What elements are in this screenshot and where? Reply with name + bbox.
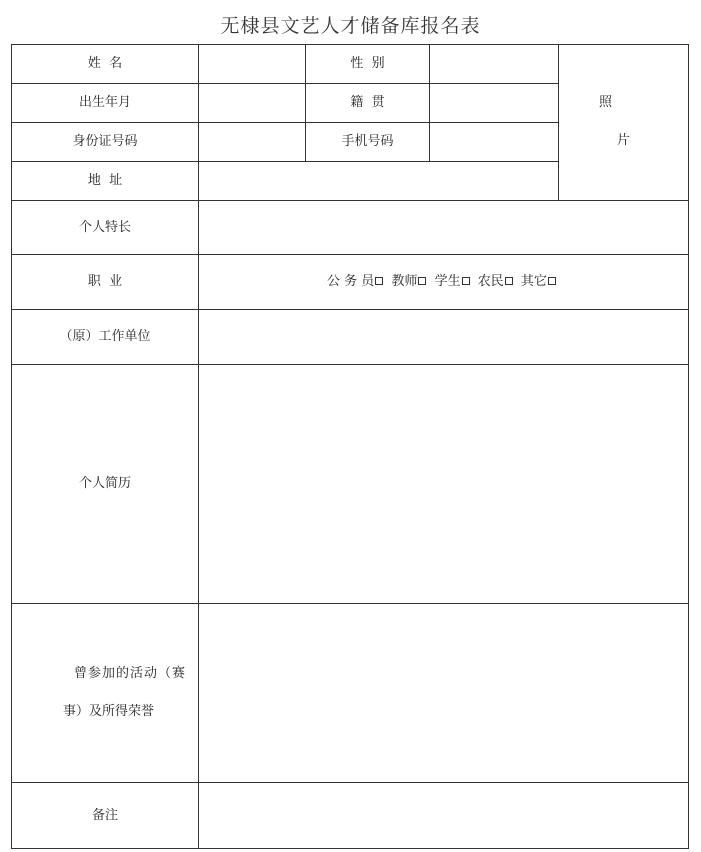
activities-label-line-1: 曾参加的活动（赛 bbox=[73, 666, 186, 681]
checkbox-icon[interactable] bbox=[418, 277, 426, 285]
birth-label: 出生年月 bbox=[12, 84, 199, 123]
option-label: 农民 bbox=[477, 274, 504, 289]
phone-label: 手机号码 bbox=[306, 123, 430, 162]
native-place-field[interactable] bbox=[430, 84, 559, 123]
resume-field[interactable] bbox=[199, 365, 689, 604]
specialty-field[interactable] bbox=[199, 201, 689, 255]
occupation-option-teacher[interactable] bbox=[391, 272, 430, 292]
photo-label-char-2: 片 bbox=[617, 133, 631, 148]
activities-label bbox=[12, 604, 199, 783]
checkbox-icon[interactable] bbox=[375, 277, 383, 285]
occupation-option-civil-servant[interactable] bbox=[327, 272, 387, 292]
option-label: 公 务 员 bbox=[327, 274, 375, 289]
id-number-label: 身份证号码 bbox=[12, 123, 199, 162]
option-label: 学生 bbox=[434, 274, 461, 289]
occupation-option-other[interactable] bbox=[521, 272, 560, 292]
gender-label: 性 别 bbox=[306, 45, 430, 84]
name-label: 姓 名 bbox=[12, 45, 199, 84]
row-specialty bbox=[12, 201, 689, 255]
row-remarks bbox=[12, 783, 689, 849]
row-occupation bbox=[12, 255, 689, 310]
resume-label: 个人简历 bbox=[12, 365, 199, 604]
id-number-field[interactable] bbox=[199, 123, 306, 162]
occupation-option-student[interactable] bbox=[435, 272, 474, 292]
native-place-label: 籍 贯 bbox=[306, 84, 430, 123]
row-resume bbox=[12, 365, 689, 604]
checkbox-icon[interactable] bbox=[505, 277, 513, 285]
row-activities bbox=[12, 604, 689, 783]
checkbox-icon[interactable] bbox=[548, 277, 556, 285]
work-unit-field[interactable] bbox=[199, 310, 689, 365]
occupation-options bbox=[199, 255, 689, 310]
birth-field[interactable] bbox=[199, 84, 306, 123]
work-unit-label: （原）工作单位 bbox=[12, 310, 199, 365]
activities-field[interactable] bbox=[199, 604, 689, 783]
activities-label-line-2: 事）及所得荣誉 bbox=[62, 704, 154, 719]
photo-box[interactable] bbox=[559, 45, 689, 201]
address-field[interactable] bbox=[199, 162, 559, 201]
row-name-gender bbox=[12, 45, 689, 84]
remarks-field[interactable] bbox=[199, 783, 689, 849]
address-label: 地 址 bbox=[12, 162, 199, 201]
registration-form bbox=[11, 44, 689, 849]
photo-label-char-1: 照 bbox=[599, 95, 613, 110]
gender-field[interactable] bbox=[430, 45, 559, 84]
specialty-label: 个人特长 bbox=[12, 201, 199, 255]
name-field[interactable] bbox=[199, 45, 306, 84]
row-work-unit bbox=[12, 310, 689, 365]
occupation-label: 职 业 bbox=[12, 255, 199, 310]
checkbox-icon[interactable] bbox=[462, 277, 470, 285]
phone-field[interactable] bbox=[430, 123, 559, 162]
option-label: 教师 bbox=[391, 274, 418, 289]
option-label: 其它 bbox=[520, 274, 547, 289]
form-title: 无棣县文艺人才储备库报名表 bbox=[220, 15, 481, 37]
occupation-option-farmer[interactable] bbox=[478, 272, 517, 292]
remarks-label: 备注 bbox=[12, 783, 199, 849]
